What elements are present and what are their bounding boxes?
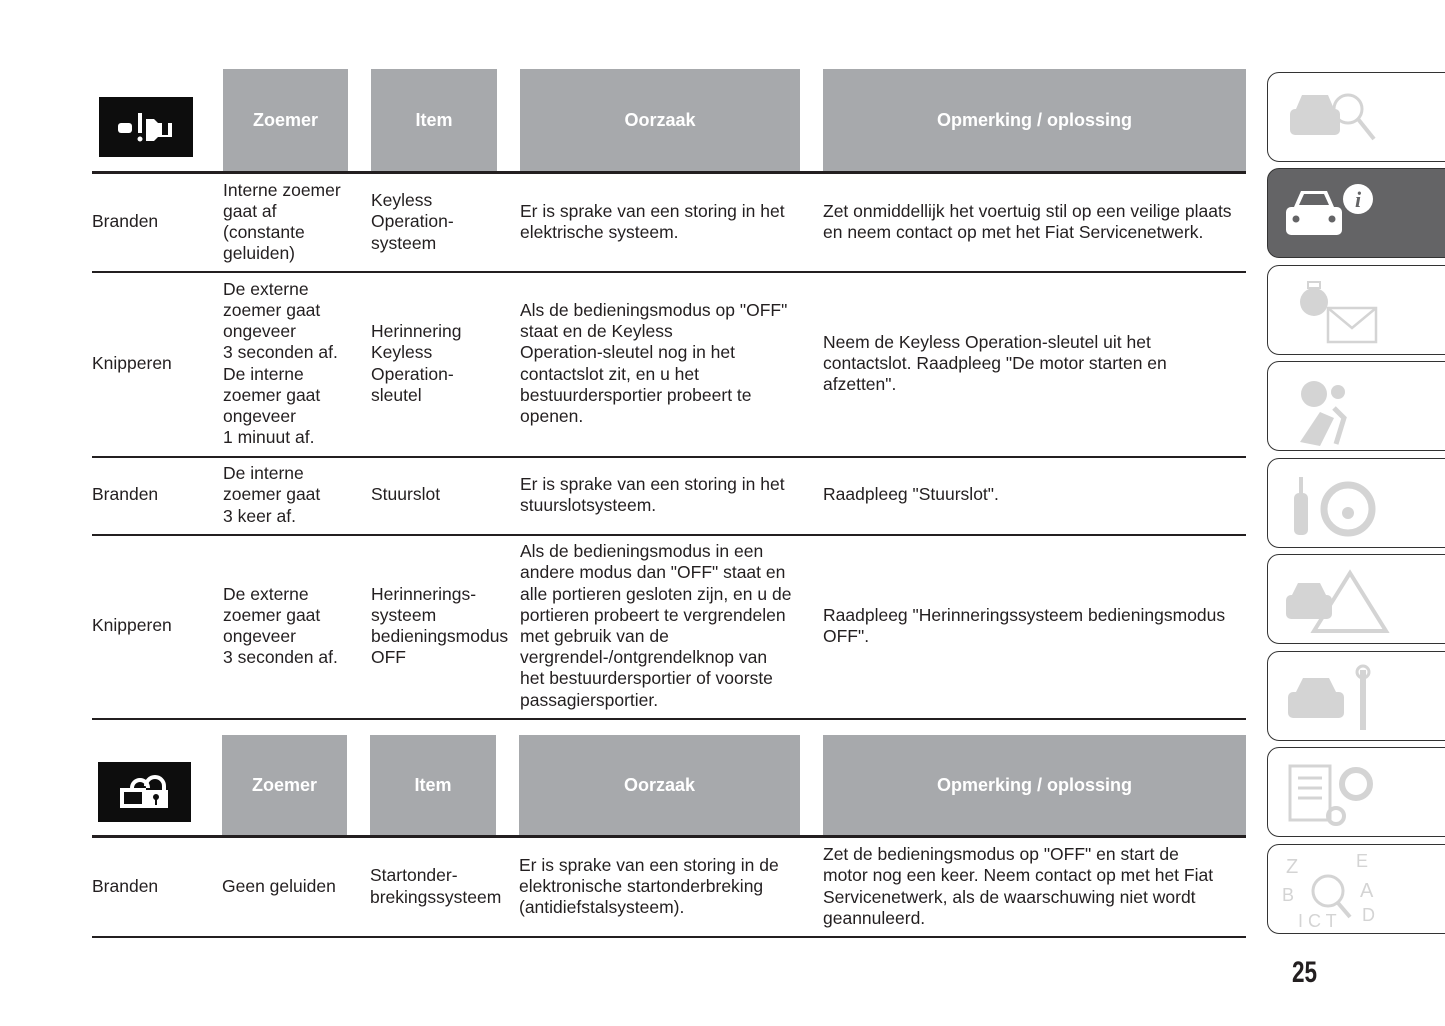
header-opmerking: Opmerking / oplossing (823, 69, 1246, 172)
cell-oorzaak: Als de bedieningsmodus in een andere modus dan "OFF" staat en alle portieren gesloten zijn, en u de portieren probeert te vergrendelen met gebruik van de vergrendel-/ontgrendelknop van het bestuurdersportier of voorste passagiersportier. (520, 541, 792, 710)
header-oorzaak: Oorzaak (520, 69, 800, 172)
cell-opmerking: Zet onmiddellijk het voertuig stil op een veilige plaats en neem contact op met het Fiat Servicenetwerk. (823, 200, 1232, 242)
cell-opmerking: Zet de bedieningsmodus op "OFF" en start de motor nog een keer. Neem contact op met het Fiat Servicenetwerk, als de waarschuwing niet wordt geannuleerd. (823, 844, 1214, 928)
car-maintenance-icon (1278, 658, 1390, 738)
cell-oorzaak: Er is sprake van een storing in de elektronische startonderbreking (antidiefstalsysteem). (519, 854, 779, 918)
sidebar-tab-car-info[interactable] (1267, 168, 1445, 258)
cell-item: Stuurslot (371, 484, 441, 505)
cell-item: Startonder- brekingssysteem (370, 865, 502, 907)
cell-opmerking: Raadpleeg "Herinneringssysteem bedieningsmodus OFF". (823, 604, 1226, 646)
header-zoemer: Zoemer (222, 735, 347, 836)
cell-opmerking: Raadpleeg "Stuurslot". (823, 484, 999, 505)
cell-signal: Branden (92, 211, 159, 232)
svg-text:Z: Z (1286, 856, 1299, 878)
header-oorzaak: Oorzaak (519, 735, 800, 836)
warning-lights-icon (1278, 272, 1390, 352)
cell-signal: Knipperen (92, 352, 172, 373)
cell-zoemer: Interne zoemer gaat af (constante geluiden) (223, 179, 341, 264)
cell-signal: Knipperen (92, 615, 172, 636)
sidebar-tab-index-alphabet[interactable] (1267, 844, 1445, 934)
svg-text:B: B (1282, 885, 1295, 905)
svg-text:E: E (1356, 851, 1369, 871)
sidebar-tab-car-inspect[interactable] (1267, 72, 1445, 162)
cell-item: Herinnering Keyless Operation- sleutel (371, 321, 462, 405)
header-zoemer: Zoemer (223, 69, 348, 172)
svg-text:I C T: I C T (1298, 911, 1337, 931)
cell-item: Herinnerings- systeem bedieningsmodus OFF (371, 583, 509, 668)
svg-text:A: A (1360, 880, 1374, 902)
cell-oorzaak: Als de bedieningsmodus op "OFF" staat en de Keyless Operation-sleutel nog in het contactslot zit, en u het bestuurdersportier probeert te openen. (520, 299, 788, 426)
cell-zoemer: De externe zoemer gaat ongeveer 3 seconden af. (223, 583, 338, 668)
cell-opmerking: Neem de Keyless Operation-sleutel uit het contactslot. Raadpleeg "De motor starten en afzetten". (823, 331, 1167, 395)
index-alphabet-icon (1278, 851, 1390, 931)
cell-oorzaak: Er is sprake van een storing in het stuurslotsysteem. (520, 473, 785, 515)
cell-signal: Branden (92, 484, 159, 505)
header-item: Item (370, 735, 496, 836)
key-steering-icon (1278, 465, 1390, 545)
car-unlock-icon (98, 762, 191, 822)
car-inspect-icon (1278, 79, 1390, 159)
sidebar-tab-warning-lights[interactable] (1267, 265, 1445, 355)
header-item: Item (371, 69, 497, 172)
cell-signal: Branden (92, 875, 159, 896)
sidebar-tab-airbag-safety[interactable] (1267, 361, 1445, 451)
seatbelt-warning-icon (99, 97, 193, 157)
row-divider (92, 718, 1246, 720)
sidebar-tab-specs-gear[interactable] (1267, 747, 1445, 837)
svg-text:D: D (1362, 905, 1375, 925)
specs-gear-icon (1278, 754, 1390, 834)
car-info-icon (1278, 175, 1390, 255)
sidebar-tab-car-emergency[interactable] (1267, 554, 1445, 644)
sidebar-tab-car-maintenance[interactable] (1267, 651, 1445, 741)
cell-zoemer: Geen geluiden (222, 875, 336, 896)
car-emergency-icon (1278, 561, 1390, 641)
cell-zoemer: De interne zoemer gaat 3 keer af. (223, 463, 321, 526)
sidebar-tab-key-steering[interactable] (1267, 458, 1445, 548)
airbag-safety-icon (1278, 368, 1390, 448)
page-number: 25 (1292, 956, 1318, 989)
cell-oorzaak: Er is sprake van een storing in het elektrische systeem. (520, 200, 785, 242)
svg-text:i: i (1354, 187, 1362, 212)
cell-zoemer: De externe zoemer gaat ongeveer 3 seconden af. De interne zoemer gaat ongeveer 1 minuut af. (223, 278, 338, 448)
row-divider (92, 936, 1246, 938)
cell-item: Keyless Operation- systeem (371, 190, 454, 253)
header-opmerking: Opmerking / oplossing (823, 735, 1246, 836)
